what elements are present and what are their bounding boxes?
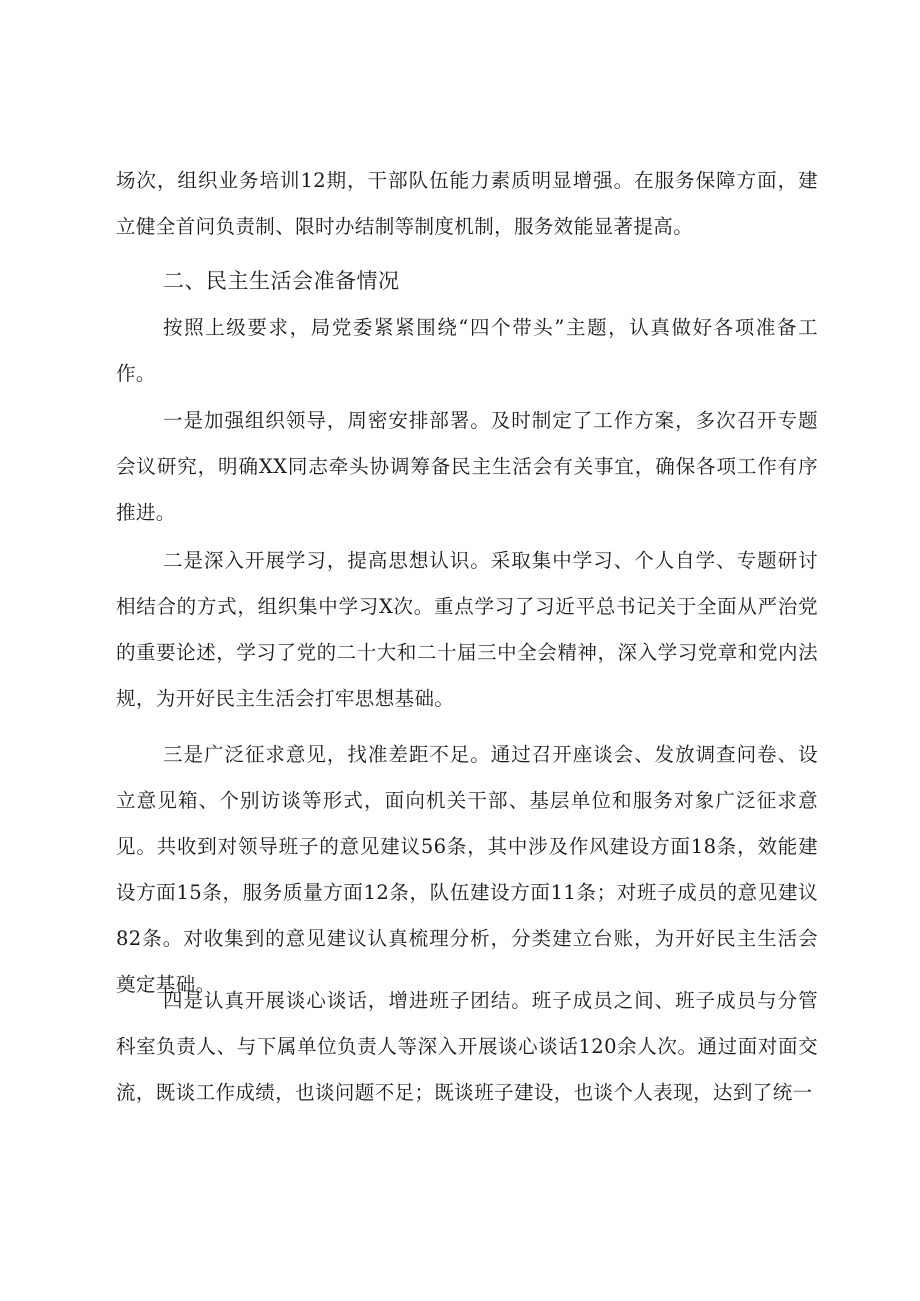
paragraph-talks: 四是认真开展谈心谈话，增进班子团结。班子成员之间、班子成员与分管科室负责人、与下属单位负责人等深入开展谈心谈话120余人次。通过面对面交流，既谈工作成绩，也谈问题不足；既谈班子建设，也谈个人表现，达到了统一 xyxy=(116,989,818,1104)
paragraph-organization: 一是加强组织领导，周密安排部署。及时制定了工作方案，多次召开专题会议研究，明确XX同志牵头协调筹备民主生活会有关事宜，确保各项工作有序推进。 xyxy=(116,409,818,524)
intro-paragraph: 按照上级要求，局党委紧紧围绕“四个带头”主题，认真做好各项准备工作。 xyxy=(116,316,818,385)
section-heading: 二、民主生活会准备情况 xyxy=(163,269,400,293)
paragraph-opinions: 三是广泛征求意见，找准差距不足。通过召开座谈会、发放调查问卷、设立意见箱、个别访谈等形式，面向机关干部、基层单位和服务对象广泛征求意见。共收到对领导班子的意见建议56条，其中涉及作风建设方面18条，效能建设方面15条，服务质量方面12条，队伍建设方面11条；对班子成员的意见建议82条。对收集到的意见建议认真梳理分析，分类建立台账，为开好民主生活会奠定基础。 xyxy=(116,743,818,996)
paragraph-study: 二是深入开展学习，提高思想认识。采取集中学习、个人自学、专题研讨相结合的方式，组织集中学习X次。重点学习了习近平总书记关于全面从严治党的重要论述，学习了党的二十大和二十届三中全会精神，深入学习党章和党内法规，为开好民主生活会打牢思想基础。 xyxy=(116,549,818,710)
continuation-paragraph: 场次，组织业务培训12期，干部队伍能力素质明显增强。在服务保障方面，建立健全首问负责制、限时办结制等制度机制，服务效能显著提高。 xyxy=(116,169,818,238)
